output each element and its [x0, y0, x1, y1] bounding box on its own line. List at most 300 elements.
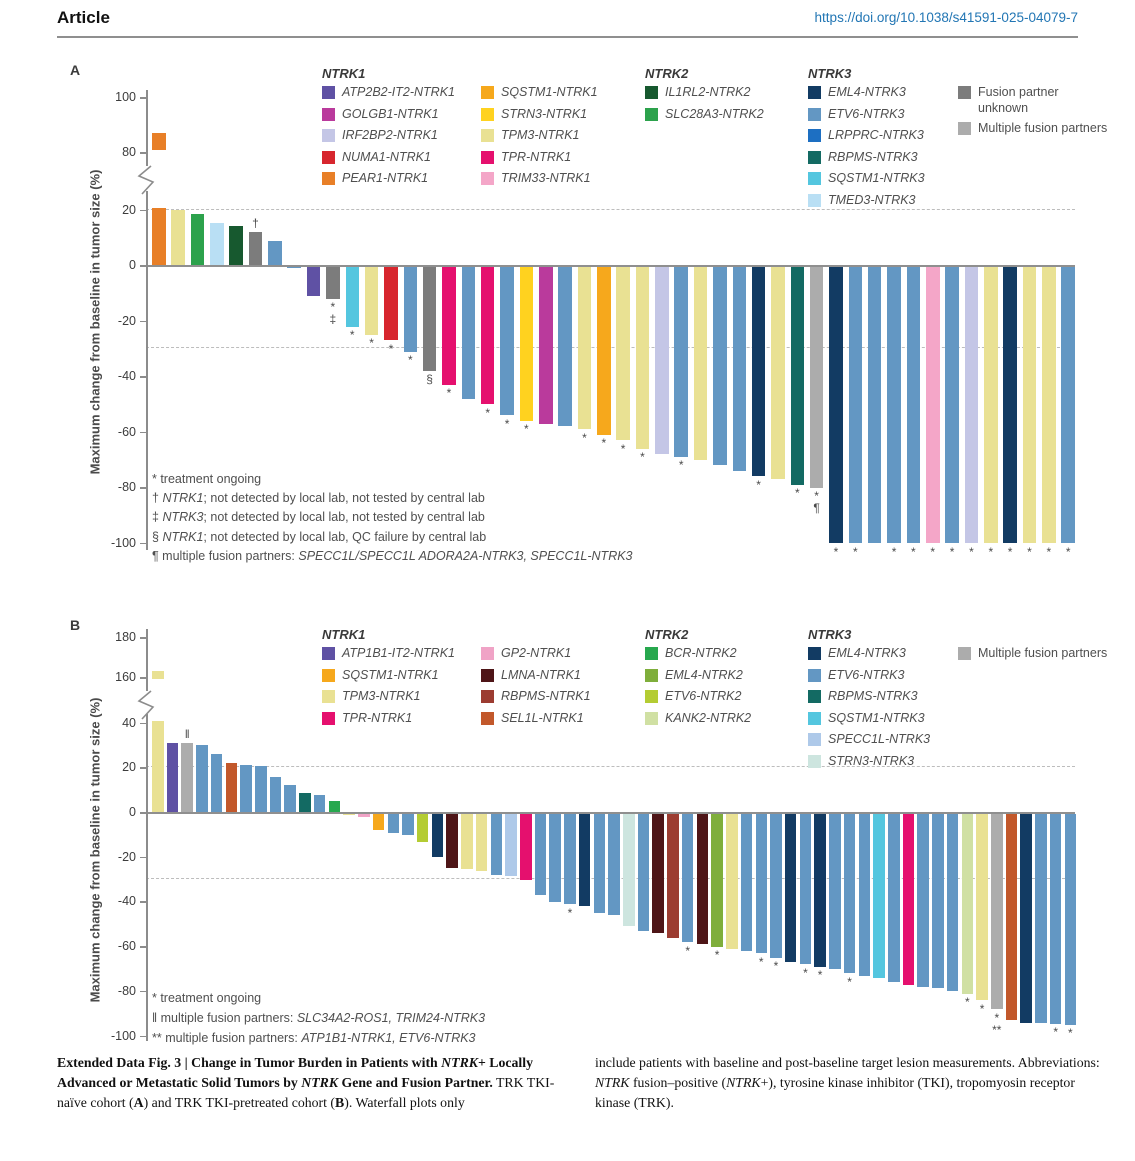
legend-group-title: NTRK3 [808, 627, 852, 642]
bar [462, 267, 476, 399]
bar [873, 814, 885, 978]
legend-item [808, 172, 958, 188]
bar [229, 226, 243, 265]
y-tick [140, 677, 146, 679]
bar [829, 814, 841, 969]
legend-label: EML4-NTRK3 [828, 85, 906, 99]
text-run: +), tyrosine kinase inhibitor (TKI), tropomyosin receptor kinase (TRK). [595, 1075, 1075, 1110]
y-tick [140, 152, 146, 154]
y-axis-line-upper [146, 90, 148, 166]
legend-item [481, 690, 631, 706]
bar-marker: * [794, 486, 800, 501]
bar [539, 267, 553, 424]
text-run: ‖ multiple fusion partners: [152, 1011, 297, 1025]
legend-swatch [481, 108, 494, 121]
footnote-line [152, 530, 486, 544]
bar [594, 814, 606, 914]
legend-label: ATP2B2-IT2-NTRK1 [342, 85, 455, 99]
y-tick-label: -100 [110, 1028, 136, 1043]
legend-label: ETV6-NTRK3 [828, 106, 905, 121]
legend-swatch [645, 86, 658, 99]
bar [1020, 814, 1032, 1023]
bar [887, 267, 901, 544]
panel-letter-a: A [70, 62, 81, 78]
legend-swatch [808, 194, 821, 207]
text-run: ; not detected by local lab, not tested by central lab [203, 510, 485, 525]
text-run: A [133, 1095, 144, 1110]
footnote-line [152, 1011, 485, 1025]
bar [402, 814, 414, 835]
legend-swatch [808, 172, 821, 185]
bar [810, 267, 824, 488]
text-run: † [152, 491, 163, 506]
text-run: ) and TRK TKI-pretreated cohort ( [143, 1095, 336, 1110]
legend-item [958, 85, 1108, 115]
bar [326, 267, 340, 299]
legend-item [645, 86, 795, 102]
legend-label: SQSTM1-NTRK3 [828, 171, 925, 185]
bar [752, 267, 766, 477]
bar [932, 814, 944, 988]
bar [211, 754, 223, 812]
legend-label: SQSTM1-NTRK1 [342, 667, 439, 682]
bar [152, 721, 164, 812]
legend-label: LMNA-NTRK1 [501, 667, 581, 682]
legend-label: SPECC1L-NTRK3 [828, 732, 931, 746]
bar-marker: * [853, 544, 858, 559]
bar-broken-segment [152, 133, 166, 150]
legend-group-title: NTRK1 [322, 627, 366, 642]
legend-label: SQSTM1-NTRK1 [501, 85, 598, 99]
bar-marker: * [1027, 544, 1032, 559]
bar [829, 267, 843, 544]
bar [442, 267, 456, 385]
bar [945, 267, 959, 544]
text-run: ** multiple fusion partners: [152, 1031, 302, 1045]
legend-item [322, 151, 472, 167]
legend-item [808, 108, 958, 124]
bar [226, 763, 238, 812]
bar-broken-segment [152, 671, 164, 679]
legend-item [481, 712, 631, 728]
bar [907, 267, 921, 544]
text-run: NTRK1 [162, 529, 204, 544]
legend-label: GP2-NTRK1 [501, 646, 572, 660]
legend-item [481, 151, 631, 167]
legend-swatch [808, 108, 821, 121]
legend-swatch [481, 712, 494, 725]
footnote-line [152, 991, 261, 1005]
legend-swatch [481, 129, 494, 142]
legend-label: ETV6-NTRK3 [828, 667, 905, 682]
bar [1023, 267, 1037, 544]
legend-swatch [322, 151, 335, 164]
bar-marker: * [833, 544, 839, 559]
bar [191, 214, 205, 265]
legend-label: ATP1B1-IT2-NTRK1 [342, 646, 455, 660]
legend-label: TPR-NTRK1 [501, 149, 572, 164]
legend-label: IL1RL2-NTRK2 [665, 85, 751, 99]
legend-swatch [322, 108, 335, 121]
legend-item [808, 669, 958, 685]
text-run: NTRK [301, 1075, 339, 1090]
bar [655, 267, 669, 455]
bar-marker: * [930, 544, 936, 559]
legend-item [322, 108, 472, 124]
bar-marker: * [640, 450, 645, 465]
legend-item [808, 86, 958, 102]
y-tick-label: 160 [115, 670, 136, 684]
bar [965, 267, 979, 544]
bar [682, 814, 694, 943]
bar [859, 814, 871, 976]
bar [505, 814, 517, 877]
legend-label: SQSTM1-NTRK3 [828, 710, 925, 725]
figure-caption-right [595, 1053, 1100, 1113]
legend-group-title: NTRK2 [645, 627, 689, 642]
bar-marker: * [1007, 544, 1013, 559]
text-run: NTRK [441, 1055, 478, 1070]
bar-marker: * [1065, 544, 1071, 559]
text-run: ‡ [152, 510, 163, 525]
y-axis-line-upper [146, 629, 148, 691]
y-axis-line-lower [146, 191, 148, 550]
bar [770, 814, 782, 958]
y-tick [140, 946, 146, 948]
bar [849, 267, 863, 544]
legend-swatch [481, 86, 494, 99]
legend-swatch [322, 129, 335, 142]
text-run: ). Waterfall plots only [344, 1095, 465, 1110]
text-run: Extended Data Fig. 3 | Change in Tumor Burden in Patients with [57, 1055, 442, 1070]
legend-swatch [808, 151, 821, 164]
legend-swatch [808, 669, 821, 682]
legend-swatch [481, 172, 494, 185]
legend-swatch [322, 669, 335, 682]
legend-item [808, 151, 958, 167]
legend-label: TPM3-NTRK1 [501, 128, 580, 142]
bar [694, 267, 708, 460]
y-tick-label: -60 [117, 424, 136, 439]
legend-item [808, 194, 958, 210]
y-axis-title: Maximum change from baseline in tumor size (%) [87, 169, 103, 475]
legend-item [481, 129, 631, 145]
text-run: ; not detected by local lab, QC failure by central lab [203, 529, 487, 544]
legend-swatch [808, 755, 821, 768]
y-tick [140, 97, 146, 99]
bar [741, 814, 753, 952]
bar [1006, 814, 1018, 1021]
bar [1061, 267, 1075, 544]
y-tick-label: 20 [122, 760, 136, 775]
legend-item [808, 690, 958, 706]
legend-label: Fusion partner unknown [978, 85, 1059, 115]
bar [1050, 814, 1062, 1024]
bar-marker: * [567, 905, 573, 920]
bar [152, 208, 166, 265]
legend-item [481, 86, 631, 102]
legend-label: RBPMS-NTRK3 [828, 689, 918, 703]
y-tick-label: -20 [117, 849, 136, 864]
bar [991, 814, 1003, 1010]
bar [726, 814, 738, 949]
legend-item [958, 122, 1108, 138]
bar-marker: § [426, 372, 433, 387]
bar-marker: * [773, 959, 779, 974]
bar [358, 814, 370, 817]
bar [800, 814, 812, 965]
bar-marker: * [388, 341, 394, 356]
legend-label: RBPMS-NTRK3 [828, 149, 918, 164]
legend-label: IRF2BP2-NTRK1 [342, 128, 438, 142]
bar-marker: * [714, 948, 720, 963]
y-axis-line-lower [146, 714, 148, 1041]
bar [652, 814, 664, 934]
y-tick [140, 265, 146, 267]
bar-marker: * [601, 436, 607, 451]
bar-marker: ¶ [813, 501, 820, 515]
footnote-line [152, 472, 261, 486]
legend-item [481, 647, 631, 663]
text-run: + Locally Advanced or Metastatic Solid Tumors by [57, 1055, 533, 1090]
text-run: fusion–positive ( [629, 1075, 727, 1090]
waterfall-panel-b [0, 615, 1135, 1055]
legend-swatch [481, 151, 494, 164]
bar-marker: * [988, 544, 994, 559]
text-run: Gene and Fusion Partner. [338, 1075, 493, 1090]
legend-label: SEL1L-NTRK1 [501, 710, 584, 725]
y-tick-label: 40 [122, 715, 136, 730]
text-run: ¶ multiple fusion partners: [152, 548, 299, 563]
y-tick-label: -60 [117, 939, 136, 954]
legend-label: TPM3-NTRK1 [342, 689, 421, 703]
bar [597, 267, 611, 435]
bar [249, 232, 263, 265]
legend-item [808, 733, 958, 749]
y-tick [140, 901, 146, 903]
doi-link[interactable]: https://doi.org/10.1038/s41591-025-04079-7 [814, 10, 1078, 25]
bar [1035, 814, 1047, 1023]
bar [210, 223, 224, 265]
bar [926, 267, 940, 544]
legend-item [645, 669, 795, 685]
bar-marker: * [1046, 544, 1052, 559]
bar-marker: ‖ [184, 726, 190, 741]
axis-break-mark [134, 164, 164, 198]
legend-item [322, 86, 472, 102]
bar [432, 814, 444, 858]
legend-swatch [808, 733, 821, 746]
bar [343, 814, 355, 815]
legend-item [808, 647, 958, 663]
legend-label: Multiple fusion partners [978, 121, 1108, 135]
bar [1065, 814, 1077, 1025]
bar-marker: * [949, 544, 955, 559]
y-tick-label: -80 [117, 480, 136, 494]
bar [962, 814, 974, 994]
bar [270, 777, 282, 812]
legend-swatch [322, 712, 335, 725]
legend-swatch [645, 108, 658, 121]
legend-group-title: NTRK3 [808, 66, 852, 81]
legend-label: RBPMS-NTRK1 [501, 689, 591, 703]
legend-swatch [481, 669, 494, 682]
legend-item [808, 129, 958, 145]
bar [417, 814, 429, 842]
legend-item [322, 129, 472, 145]
bar-marker: * [504, 416, 510, 431]
bar [255, 766, 267, 812]
bar [558, 267, 572, 427]
bar-marker: * [620, 441, 626, 456]
bar [329, 801, 341, 812]
bar [535, 814, 547, 896]
legend-label: TMED3-NTRK3 [828, 192, 916, 207]
y-tick-label: -40 [117, 369, 136, 383]
text-run: ATP1B1-NTRK1, ETV6-NTRK3 [301, 1031, 476, 1045]
bar [917, 814, 929, 987]
y-tick [140, 767, 146, 769]
y-tick-label: -20 [117, 313, 136, 328]
legend-item [322, 647, 472, 663]
y-tick-label: 80 [122, 145, 136, 159]
bar [299, 793, 311, 812]
bar [520, 267, 534, 421]
bar [785, 814, 797, 963]
bar-marker: * [369, 336, 374, 351]
bar [1042, 267, 1056, 544]
text-run: NTRK [595, 1075, 630, 1090]
bar-marker: * [524, 422, 529, 437]
y-tick-label: 20 [122, 202, 136, 217]
y-tick [140, 321, 146, 323]
bar-marker: * [979, 1001, 985, 1016]
y-tick [140, 543, 146, 545]
bar-marker: * [349, 328, 355, 343]
bar [697, 814, 709, 945]
bar [491, 814, 503, 876]
legend-item [958, 647, 1108, 663]
bar [171, 210, 185, 266]
y-tick [140, 487, 146, 489]
y-tick-label: 100 [115, 90, 136, 104]
text-run: * treatment ongoing [152, 472, 262, 486]
bar [616, 267, 630, 441]
y-tick-label: -100 [110, 535, 136, 550]
bar [1003, 267, 1017, 544]
bar [423, 267, 437, 371]
text-run: * treatment ongoing [152, 991, 262, 1005]
legend-swatch [958, 647, 971, 660]
legend-group-title: NTRK2 [645, 66, 689, 81]
bar [756, 814, 768, 954]
legend-swatch [645, 690, 658, 703]
bar [284, 785, 296, 812]
bar [549, 814, 561, 902]
bar [733, 267, 747, 471]
legend-label: Multiple fusion partners [978, 646, 1108, 660]
bar [167, 743, 179, 812]
bar [947, 814, 959, 992]
bar [476, 814, 488, 871]
text-run: ; not detected by local lab, not tested by central lab [203, 491, 485, 506]
legend-swatch [808, 647, 821, 660]
bar-marker: * [891, 544, 897, 559]
legend-swatch [808, 712, 821, 725]
legend-swatch [958, 122, 971, 135]
legend-swatch [322, 647, 335, 660]
legend-label: LRPPRC-NTRK3 [828, 128, 924, 142]
legend-swatch [808, 86, 821, 99]
legend-item [645, 690, 795, 706]
y-tick-label: -40 [117, 894, 136, 909]
bar-marker: * [446, 386, 452, 401]
legend-swatch [808, 690, 821, 703]
panel-letter-b: B [70, 617, 81, 633]
legend-label: BCR-NTRK2 [665, 646, 737, 660]
legend-item [322, 712, 472, 728]
waterfall-panel-a [0, 60, 1135, 615]
bar [181, 743, 193, 812]
bar [520, 814, 532, 880]
y-tick [140, 991, 146, 993]
bar [984, 267, 998, 544]
legend-swatch [645, 712, 658, 725]
bar [578, 267, 592, 430]
legend-swatch [645, 647, 658, 660]
legend-item [481, 172, 631, 188]
y-tick-label: 180 [115, 630, 136, 644]
bar [579, 814, 591, 907]
bar-marker: * [817, 968, 823, 983]
y-tick [140, 637, 146, 639]
text-run: SLC34A2-ROS1, TRIM24-NTRK3 [296, 1011, 486, 1025]
bar-marker: ‡ [329, 312, 337, 327]
legend-swatch [481, 647, 494, 660]
bar [384, 267, 398, 341]
bar [404, 267, 418, 352]
y-tick [140, 812, 146, 814]
footnote-line [152, 549, 633, 563]
bar [623, 814, 635, 927]
y-tick [140, 210, 146, 212]
bar-marker: * [994, 1010, 1000, 1025]
bar-marker: * [969, 544, 974, 559]
bar [196, 745, 208, 812]
y-tick-label: 0 [129, 258, 136, 272]
footnote-line [152, 510, 485, 524]
text-run: § [152, 529, 163, 544]
legend-label: TPR-NTRK1 [342, 710, 413, 725]
figure-caption-left [57, 1053, 562, 1113]
bar [388, 814, 400, 833]
bar-marker: * [330, 300, 336, 315]
bar [711, 814, 723, 947]
y-tick [140, 723, 146, 725]
legend-swatch [322, 86, 335, 99]
bar-marker: * [911, 544, 916, 559]
bar [844, 814, 856, 974]
legend-swatch [481, 690, 494, 703]
legend-item [481, 108, 631, 124]
legend-group-title: NTRK1 [322, 66, 366, 81]
bar [461, 814, 473, 870]
bar-marker: * [965, 995, 970, 1010]
legend-label: ETV6-NTRK2 [665, 689, 742, 703]
bar-marker: * [582, 430, 587, 445]
legend-swatch [645, 669, 658, 682]
legend-label: TRIM33-NTRK1 [501, 171, 591, 185]
